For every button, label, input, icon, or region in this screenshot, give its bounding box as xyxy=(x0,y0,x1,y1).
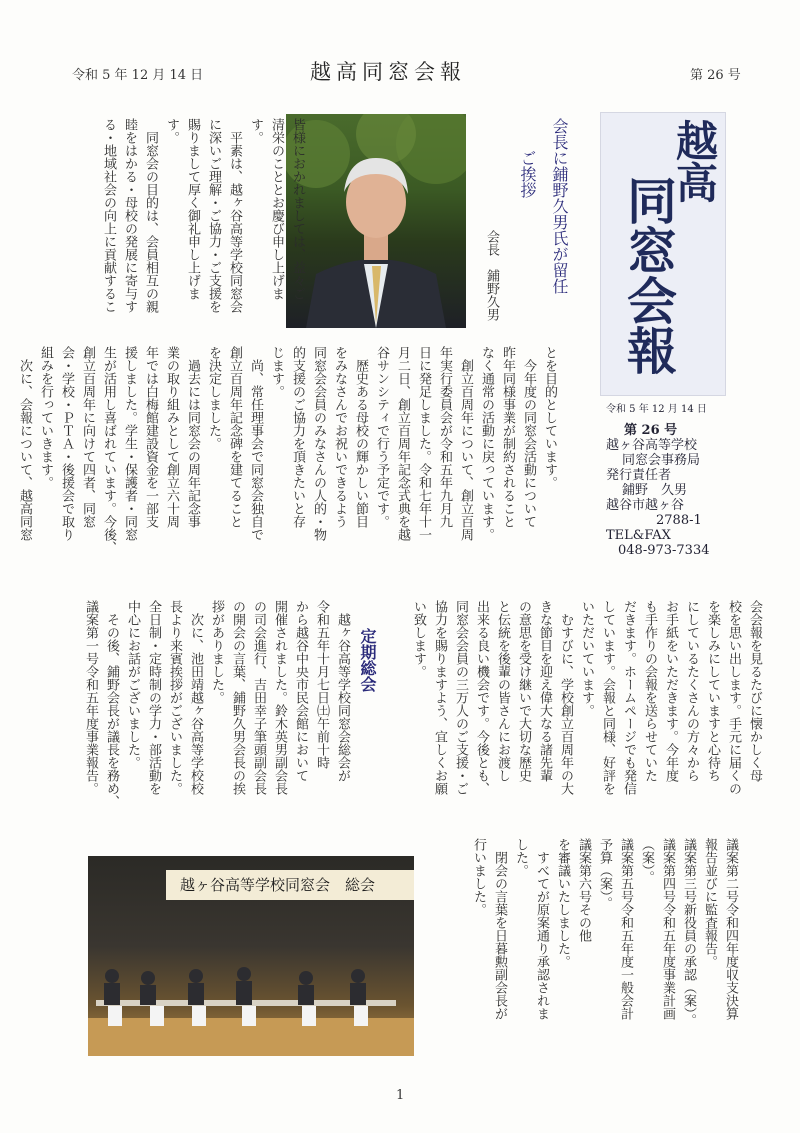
article1-column2: とを目的としています。 今年度の同窓会活動について 昨年同様事業が制約されること なく通常の活動に戻っています。 創立百周年について、創立百周 年実行委員会が令和五年九月九 日に発足しました。令和七年十一 月二日、創立百周年記念式典を越 谷サンシティで行う予定です。 歴史ある母校の輝かしい節目 をみなさんでお祝いできるよう 同窓会会員のみなさんの人的・物 的支援のご協力を頂きたいと存 じます。 尚、常任理事会で同窓会独自で 創立百周年記念碑を建てること を決定しました。 過去には同窓会の周年記念事 業の取り組みとして創立六十周 年では白梅館建設資金を一部支 援しました。学生・保護者・同窓 生が活用し喜ばれています。今後、 創立百周年に向けて四者、同窓 会・学校・ＰＴＡ・後援会で取り 組みを行っていきます。 次に、会報について、越高同窓 xyxy=(17,346,557,554)
article2-column1: 越ヶ谷高等学校同窓会総会が 令和五年十月七日㈯午前十時 から越谷中央市民会館において 開催されました。鈴木英男副会長 の司会進行、吉田幸子筆頭副会長 の開会の言葉、鋪野久男会長の挨 拶がありました。 次に、池田靖越ヶ谷高等学校校 長より来賓挨拶がございました。 全日制・定時制の学力・部活動を 中心にお話がございました。 その後、鋪野会長が議長を務め、 議案第一号令和五年度事業報告。 xyxy=(83,600,350,808)
masthead-address2: 2788-1 xyxy=(656,513,702,528)
subhead-greeting: ご挨拶 xyxy=(518,150,537,198)
masthead-address1: 越谷市越ヶ谷 xyxy=(606,498,685,513)
article1-column3: 会会報を見るたびに懐かしく母 校を思い出します。手元に届くの を楽しみにしていますと心待ち にしているたくさんの方々から お手紙をいただきます。今年度 も手作りの会報を送らせていた だきます。ホームページでも発信 しています。会報と同様、好評を いただいています。 むすびに、学校創立百周年の大 きな節目を迎え偉大なる諸先輩 の意思を受け継いで大切な歴史 と伝統を後輩の皆さんにお渡し 出来る良い機会です。今後とも、 同窓会会員の三万人のご支援・ご 協力を賜りますよう、宜しくお願 い致します。 xyxy=(411,600,762,795)
newsletter-title: 越高同窓会報 xyxy=(310,60,466,84)
masthead-publisher1: 越ヶ谷高等学校 xyxy=(606,438,698,453)
byline: 会長 鋪野久男 xyxy=(484,230,499,321)
article1-column1: 皆様におかれましては、益々ご 清栄のこととお慶び申し上げま す。 平素は、越ヶ谷高等学校同窓会 に深いご理解・ご協力・ご支援を 賜りまして厚く御礼申し上げま す。 同窓会の目的は、会員相互の親 睦をはかる・母校の発展に寄与す る・地域社会の向上に貢献するこ xyxy=(101,118,305,313)
masthead-issue: 第 26 号 xyxy=(624,423,678,438)
chairman-photo xyxy=(286,114,466,328)
headline-chairman: 会長に鋪野久男氏が留任 xyxy=(550,118,569,294)
article2-column2: 議案第二号令和四年度収支決算 報告並びに監査報告。 議案第三号新役員の承認（案）。 議案第四号令和五年度事業計画 （案）。 議案第五号令和五年度一般会計 予算（案）。 議案第六号その他 を審議いたしました。 すべてが原案通り承認されま した。 閉会の言葉を日暮勲副会長が 行いました。 xyxy=(471,838,738,1027)
page-number: 1 xyxy=(396,1088,405,1103)
masthead-publisher2: 同窓会事務局 xyxy=(622,453,701,468)
headline-general-meeting: 定期総会 xyxy=(358,628,377,692)
meeting-photo xyxy=(88,856,414,1056)
header-date: 令和 5 年 12 月 14 日 xyxy=(72,68,204,83)
meeting-stage-illustration xyxy=(88,956,414,1056)
masthead-date: 令和 5 年 12 月 14 日 xyxy=(606,404,707,415)
portrait-illustration xyxy=(286,114,466,328)
issue-number: 第 26 号 xyxy=(690,68,741,83)
masthead-info xyxy=(606,402,722,558)
meeting-banner: 越ヶ谷高等学校同窓会 総会 xyxy=(166,870,414,900)
logo-line2: 同窓会報 xyxy=(619,175,678,375)
logo-line1: 越高 xyxy=(670,119,719,203)
masthead-editor-label: 発行責任者 xyxy=(606,468,672,483)
masthead-editor-name: 鋪野 久男 xyxy=(622,483,688,498)
masthead-tel: 048-973-7334 xyxy=(618,543,710,558)
newsletter-logo xyxy=(600,112,726,396)
masthead-tel-label: TEL&FAX xyxy=(606,528,671,543)
